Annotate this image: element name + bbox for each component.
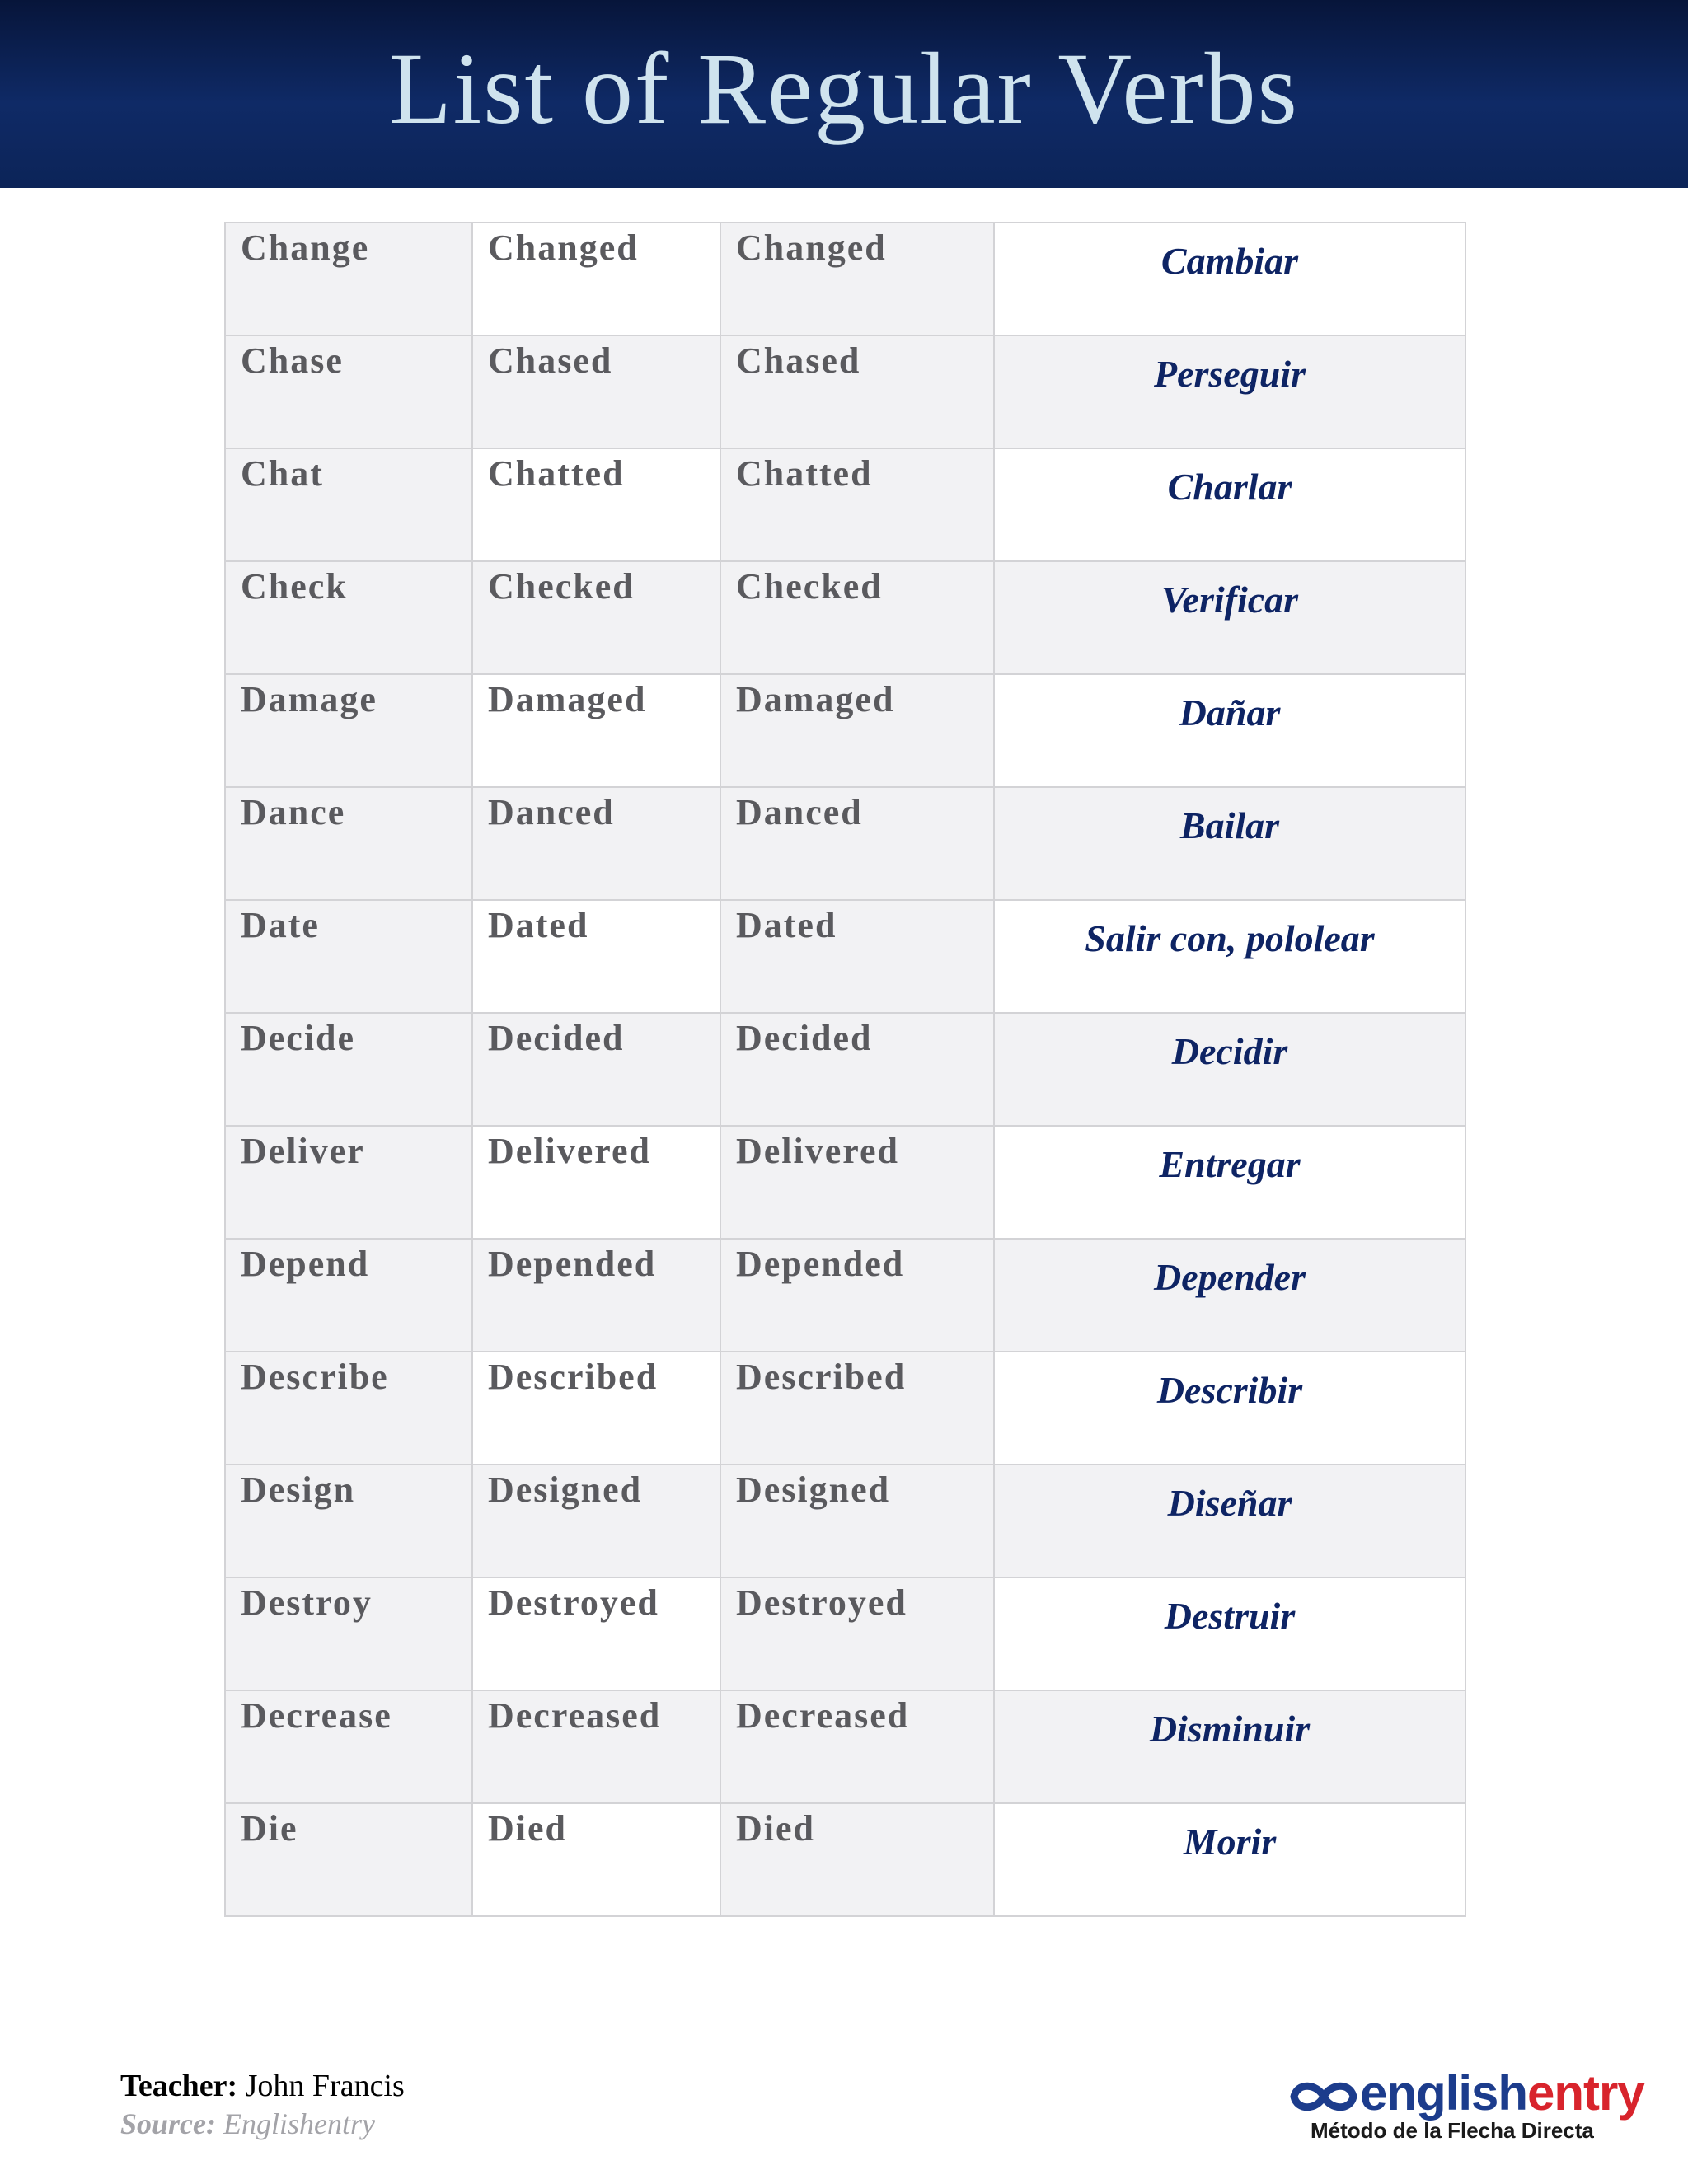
table-row	[225, 448, 1465, 561]
page-title: List of Regular Verbs	[389, 32, 1299, 145]
past-form-text: Destroyed	[488, 1582, 659, 1623]
participle-cell	[720, 335, 994, 448]
spanish-translation-cell	[994, 1126, 1465, 1239]
participle-cell	[720, 1126, 994, 1239]
page-header	[0, 0, 1688, 188]
base-form-text: Die	[241, 1808, 298, 1849]
logo-tagline: Método de la Flecha Directa	[1311, 2118, 1594, 2143]
table-row	[225, 1803, 1465, 1916]
base-form-text: Date	[241, 905, 320, 945]
participle-text: Destroyed	[736, 1582, 907, 1623]
spanish-translation-cell	[994, 1352, 1465, 1465]
spanish-translation-cell	[994, 1239, 1465, 1352]
spanish-translation-text: Cambiar	[1160, 240, 1299, 282]
past-form-text: Described	[488, 1357, 659, 1397]
participle-cell	[720, 900, 994, 1013]
spanish-translation-cell	[994, 1013, 1465, 1126]
spanish-translation-text: Decidir	[1171, 1030, 1288, 1072]
participle-cell	[720, 1690, 994, 1803]
verb-table	[224, 222, 1466, 1917]
spanish-translation-text: Entregar	[1159, 1143, 1301, 1185]
table-row	[225, 561, 1465, 674]
spanish-translation-cell	[994, 787, 1465, 900]
source-credit	[120, 2106, 375, 2142]
spanish-translation-text: Describir	[1156, 1369, 1303, 1411]
past-form-cell	[472, 1013, 720, 1126]
infinity-arrows-icon	[1286, 2074, 1362, 2120]
past-form-text: Delivered	[488, 1131, 652, 1171]
participle-cell	[720, 1465, 994, 1577]
spanish-translation-cell	[994, 1577, 1465, 1690]
base-form-text: Chat	[241, 453, 324, 494]
spanish-translation-text: Morir	[1183, 1821, 1277, 1863]
spanish-translation-text: Destruir	[1164, 1595, 1296, 1637]
past-form-text: Checked	[488, 566, 635, 607]
past-form-cell	[472, 1239, 720, 1352]
spanish-translation-cell	[994, 674, 1465, 787]
past-form-cell	[472, 1126, 720, 1239]
base-form-cell	[225, 1465, 472, 1577]
past-form-text: Died	[488, 1808, 567, 1849]
base-form-cell	[225, 335, 472, 448]
spanish-translation-text: Depender	[1154, 1256, 1306, 1298]
table-row	[225, 1690, 1465, 1803]
spanish-translation-cell	[994, 448, 1465, 561]
participle-text: Delivered	[736, 1131, 900, 1171]
past-form-text: Decreased	[488, 1695, 662, 1736]
participle-cell	[720, 674, 994, 787]
spanish-translation-text: Diseñar	[1167, 1482, 1292, 1524]
past-form-text: Damaged	[488, 679, 647, 719]
past-form-cell	[472, 674, 720, 787]
table-row	[225, 674, 1465, 787]
base-form-text: Change	[241, 227, 370, 268]
logo-word-entry: entry	[1527, 2065, 1644, 2121]
table-row	[225, 1013, 1465, 1126]
past-form-cell	[472, 1690, 720, 1803]
spanish-translation-cell	[994, 223, 1465, 335]
table-row	[225, 1465, 1465, 1577]
base-form-cell	[225, 448, 472, 561]
table-row	[225, 1577, 1465, 1690]
table-row	[225, 1239, 1465, 1352]
table-row	[225, 787, 1465, 900]
logo-wordmark	[1360, 2067, 1644, 2120]
past-form-cell	[472, 787, 720, 900]
base-form-cell	[225, 1126, 472, 1239]
participle-text: Checked	[736, 566, 883, 607]
past-form-cell	[472, 1465, 720, 1577]
base-form-text: Chase	[241, 340, 344, 381]
spanish-translation-cell	[994, 561, 1465, 674]
base-form-cell	[225, 1803, 472, 1916]
teacher-credit	[120, 2067, 405, 2105]
base-form-cell	[225, 1690, 472, 1803]
spanish-translation-text: Charlar	[1167, 466, 1292, 508]
spanish-translation-cell	[994, 1803, 1465, 1916]
englishentry-logo	[1286, 2067, 1657, 2149]
base-form-text: Dance	[241, 792, 346, 832]
past-form-cell	[472, 448, 720, 561]
participle-cell	[720, 1352, 994, 1465]
participle-text: Chased	[736, 340, 861, 381]
spanish-translation-cell	[994, 1690, 1465, 1803]
participle-text: Dated	[736, 905, 837, 945]
participle-cell	[720, 1013, 994, 1126]
spanish-translation-text: Dañar	[1179, 691, 1281, 733]
base-form-text: Decide	[241, 1018, 356, 1058]
participle-cell	[720, 448, 994, 561]
past-form-text: Decided	[488, 1018, 625, 1058]
base-form-text: Damage	[241, 679, 377, 719]
participle-text: Depended	[736, 1244, 905, 1284]
table-row	[225, 335, 1465, 448]
logo-word-english: english	[1360, 2065, 1528, 2121]
spanish-translation-cell	[994, 1465, 1465, 1577]
past-form-cell	[472, 223, 720, 335]
spanish-translation-text: Verificar	[1160, 579, 1299, 621]
past-form-text: Dated	[488, 905, 589, 945]
base-form-cell	[225, 900, 472, 1013]
base-form-cell	[225, 223, 472, 335]
participle-cell	[720, 1239, 994, 1352]
base-form-text: Check	[241, 566, 348, 607]
base-form-cell	[225, 1352, 472, 1465]
teacher-label: Teacher:	[120, 2069, 238, 2103]
spanish-translation-cell	[994, 900, 1465, 1013]
past-form-cell	[472, 900, 720, 1013]
participle-text: Died	[736, 1808, 815, 1849]
base-form-cell	[225, 561, 472, 674]
table-row	[225, 900, 1465, 1013]
past-form-cell	[472, 1577, 720, 1690]
past-form-text: Depended	[488, 1244, 657, 1284]
past-form-text: Chased	[488, 340, 613, 381]
table-row	[225, 1352, 1465, 1465]
base-form-text: Describe	[241, 1357, 389, 1397]
base-form-cell	[225, 1239, 472, 1352]
spanish-translation-text: Salir con, pololear	[1085, 917, 1375, 959]
base-form-text: Deliver	[241, 1131, 365, 1171]
spanish-translation-text: Perseguir	[1154, 353, 1306, 395]
spanish-translation-cell	[994, 335, 1465, 448]
base-form-text: Decrease	[241, 1695, 392, 1736]
participle-text: Chatted	[736, 453, 873, 494]
spanish-translation-text: Disminuir	[1149, 1708, 1311, 1750]
past-form-cell	[472, 1803, 720, 1916]
source-label: Source:	[120, 2107, 216, 2140]
participle-text: Described	[736, 1357, 907, 1397]
table-row	[225, 1126, 1465, 1239]
participle-cell	[720, 787, 994, 900]
past-form-cell	[472, 1352, 720, 1465]
participle-text: Damaged	[736, 679, 895, 719]
table-row	[225, 223, 1465, 335]
past-form-cell	[472, 335, 720, 448]
past-form-text: Changed	[488, 227, 639, 268]
spanish-translation-text: Bailar	[1179, 804, 1280, 846]
participle-text: Danced	[736, 792, 863, 832]
source-name: Englishentry	[223, 2107, 375, 2140]
base-form-cell	[225, 1577, 472, 1690]
base-form-cell	[225, 1013, 472, 1126]
past-form-cell	[472, 561, 720, 674]
past-form-text: Designed	[488, 1469, 643, 1510]
participle-cell	[720, 223, 994, 335]
participle-text: Decreased	[736, 1695, 910, 1736]
past-form-text: Danced	[488, 792, 615, 832]
base-form-text: Depend	[241, 1244, 370, 1284]
participle-cell	[720, 1803, 994, 1916]
teacher-name: John Francis	[245, 2069, 405, 2103]
base-form-cell	[225, 674, 472, 787]
base-form-text: Destroy	[241, 1582, 373, 1623]
participle-text: Changed	[736, 227, 887, 268]
base-form-cell	[225, 787, 472, 900]
participle-text: Designed	[736, 1469, 891, 1510]
participle-text: Decided	[736, 1018, 873, 1058]
base-form-text: Design	[241, 1469, 356, 1510]
participle-cell	[720, 561, 994, 674]
past-form-text: Chatted	[488, 453, 625, 494]
participle-cell	[720, 1577, 994, 1690]
